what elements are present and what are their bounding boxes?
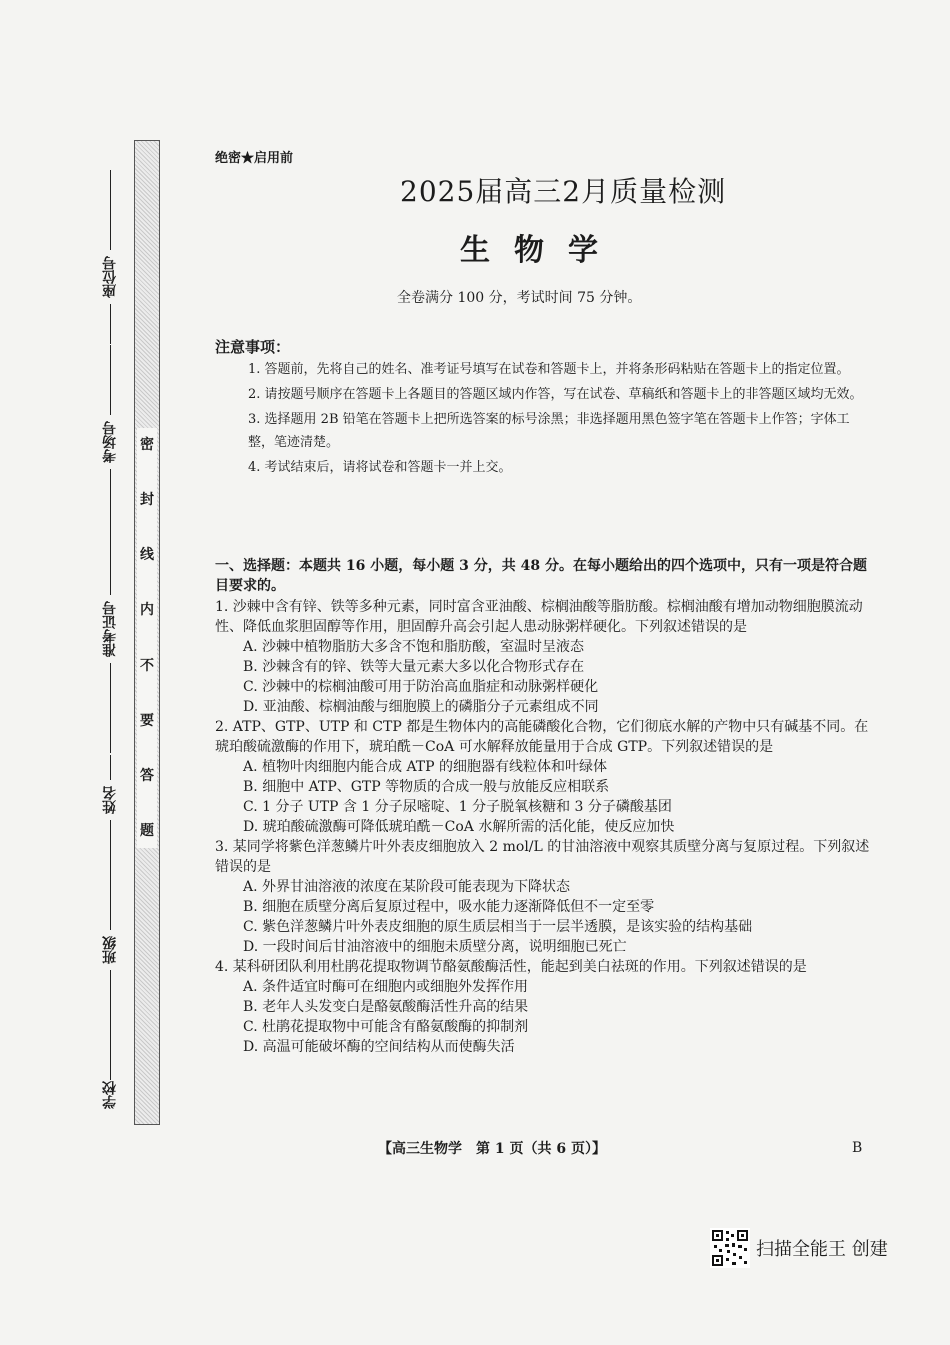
- question-option: A. 沙棘中植物脂肪大多含不饱和脂肪酸，室温时呈液态: [243, 639, 585, 655]
- field-school: [80, 1075, 140, 1115]
- watermark-text: 扫描全能王 创建: [756, 1239, 888, 1260]
- question-option: D. 一段时间后甘油溶液中的细胞未质壁分离，说明细胞已死亡: [243, 939, 627, 955]
- seal-char: 线: [140, 547, 154, 564]
- question-stem: 3. 某同学将紫色洋葱鳞片叶外表皮细胞放入 2 mol/L 的甘油溶液中观察其质壁分离与复原过程。下列叙述错误的是: [215, 839, 870, 875]
- seal-char: 密: [140, 437, 154, 453]
- question-option: C. 沙棘中的棕榈油酸可用于防治高血脂症和动脉粥样硬化: [243, 679, 599, 695]
- score-time-line: 全卷满分 100 分，考试时间 75 分钟。: [397, 290, 642, 306]
- field-seat-number: [80, 170, 140, 344]
- field-label: 班级: [102, 936, 118, 964]
- field-label: 座位号: [102, 256, 118, 298]
- subject-title: 生物学: [460, 233, 622, 268]
- field-label: 姓名: [102, 786, 118, 814]
- page-footer: 【高三生物学 第 1 页（共 6 页）】: [378, 1141, 606, 1157]
- question-option: A. 植物叶肉细胞内能合成 ATP 的细胞器有线粒体和叶绿体: [243, 759, 608, 775]
- field-exam-room: [80, 345, 140, 539]
- seal-char: 要: [140, 712, 154, 729]
- seal-char: 不: [140, 657, 154, 674]
- field-label: 准考证号: [102, 601, 118, 657]
- question-option: A. 条件适宜时酶可在细胞内或细胞外发挥作用: [243, 979, 529, 995]
- paper-version: B: [852, 1140, 863, 1156]
- exam-title: 2025届高三2月质量检测: [400, 175, 727, 208]
- binding-fields: [80, 170, 140, 1130]
- question-option: C. 杜鹃花提取物中可能含有酪氨酸酶的抑制剂: [243, 1019, 529, 1035]
- question-option: B. 细胞在质壁分离后复原过程中，吸水能力逐渐降低但不一定至零: [243, 899, 655, 915]
- section-heading: 一、选择题：本题共 16 小题，每小题 3 分，共 48 分。在每小题给出的四个选项中，只有一项是符合题目要求的。: [215, 558, 867, 594]
- field-label: 学校: [102, 1081, 118, 1109]
- seal-char: 内: [140, 602, 154, 619]
- field-admission-number: [80, 525, 140, 753]
- question-option: D. 高温可能破坏酶的空间结构从而使酶失活: [243, 1039, 515, 1055]
- seal-char: 答: [140, 767, 154, 784]
- question: [215, 597, 870, 717]
- notice-item: 1. 答题前，先将自己的姓名、准考证号填写在试卷和答题卡上，并将条形码粘贴在答题卡上的指定位置。: [248, 362, 850, 377]
- question-option: D. 琥珀酸硫激酶可降低琥珀酰－CoA 水解所需的活化能，使反应加快: [243, 819, 675, 835]
- notice-item: 3. 选择题用 2B 铅笔在答题卡上把所选答案的标号涂黑；非选择题用黑色签字笔在答题卡上作答；字体工整，笔迹清楚。: [248, 412, 850, 450]
- scanner-watermark: [710, 1228, 888, 1268]
- field-name: [80, 755, 140, 910]
- question-stem: 2. ATP、GTP、UTP 和 CTP 都是生物体内的高能磷酸化合物，它们彻底水解的产物中只有碱基不同。在琥珀酸硫激酶的作用下，琥珀酰－CoA 可水解释放能量用于合成 GTP。下列叙述错误的是: [215, 719, 869, 755]
- question-stem: 4. 某科研团队利用杜鹃花提取物调节酪氨酸酶活性，能起到美白祛斑的作用。下列叙述错误的是: [215, 959, 807, 975]
- question: [215, 957, 870, 1057]
- question: [215, 837, 870, 957]
- seal-text: [137, 428, 157, 848]
- question: [215, 717, 870, 837]
- question-option: C. 1 分子 UTP 含 1 分子尿嘧啶、1 分子脱氧核糖和 3 分子磷酸基团: [243, 799, 672, 815]
- question-option: D. 亚油酸、棕榈油酸与细胞膜上的磷脂分子元素组成不同: [243, 699, 599, 715]
- seal-char: 封: [140, 492, 154, 509]
- qr-code-icon: [710, 1228, 750, 1268]
- question-option: A. 外界甘油溶液的浓度在某阶段可能表现为下降状态: [243, 879, 571, 895]
- question-list: [215, 597, 870, 1057]
- notice-item: 4. 考试结束后，请将试卷和答题卡一并上交。: [248, 460, 512, 475]
- question-option: C. 紫色洋葱鳞片叶外表皮细胞的原生质层相当于一层半透膜，是该实验的结构基础: [243, 919, 753, 935]
- question-stem: 1. 沙棘中含有锌、铁等多种元素，同时富含亚油酸、棕榈油酸等脂肪酸。棕榈油酸有增加动物细胞膜流动性、降低血浆胆固醇等作用，胆固醇升高会引起人患动脉粥样硬化。下列叙述错误的是: [215, 599, 863, 635]
- field-class: [80, 910, 140, 1080]
- question-option: B. 老年人头发变白是酪氨酸酶活性升高的结果: [243, 999, 529, 1015]
- notice-title: 注意事项：: [215, 338, 291, 356]
- seal-char: 题: [140, 822, 154, 839]
- field-label: 考场号: [102, 421, 118, 463]
- notice-item: 2. 请按题号顺序在答题卡上各题目的答题区域内作答，写在试卷、草稿纸和答题卡上的非答题区域均无效。: [248, 387, 863, 402]
- question-option: B. 细胞中 ATP、GTP 等物质的合成一般与放能反应相联系: [243, 779, 610, 795]
- question-option: B. 沙棘含有的锌、铁等大量元素大多以化合物形式存在: [243, 659, 585, 675]
- notice-list: [248, 358, 873, 481]
- confidential-mark: 绝密★启用前: [215, 151, 294, 166]
